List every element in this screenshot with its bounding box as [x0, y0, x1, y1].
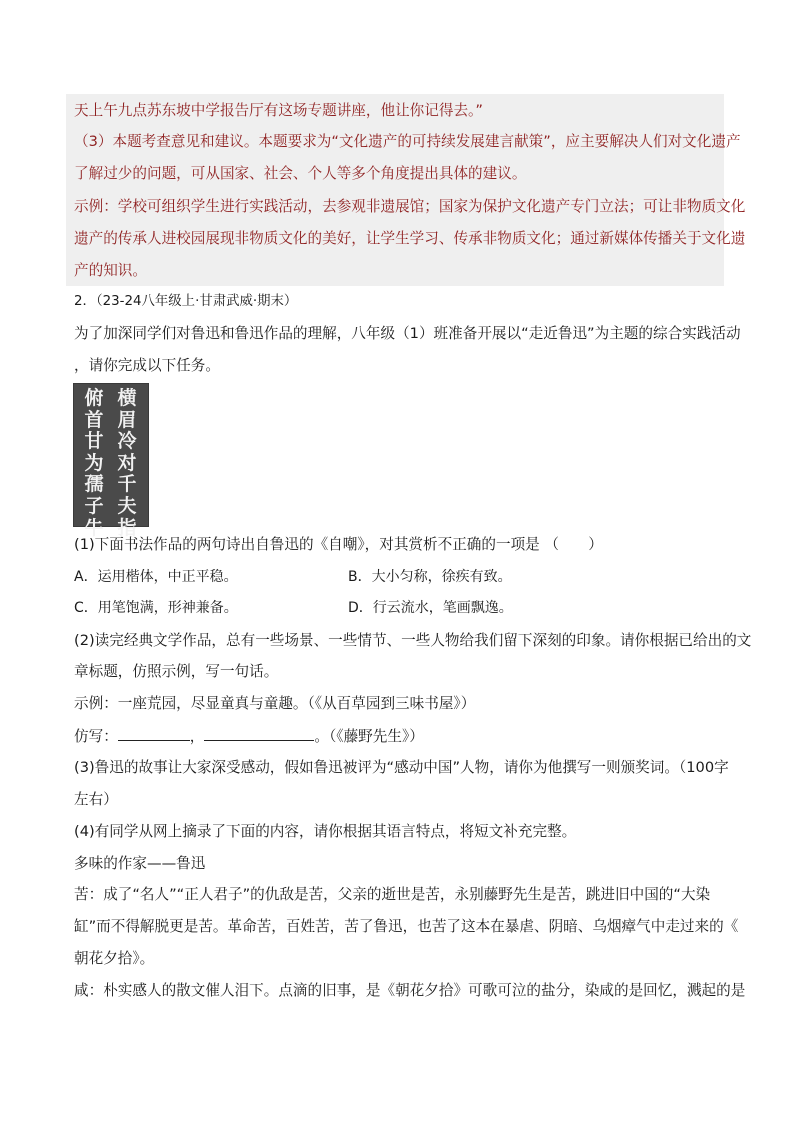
passage-line: 苦：成了“名人”“正人君子”的仇敌是苦，父亲的逝世是苦，永别藤野先生是苦，跳进旧中国的“大染: [74, 886, 711, 903]
sub-question-3-stem: (3)鲁迅的故事让大家深受感动，假如鲁迅被评为“感动中国”人物，请你为他撰写一则颁奖词。（100字: [74, 759, 729, 776]
calligraphy-right-char: 冷: [117, 430, 137, 453]
question-intro: ，请你完成以下任务。: [74, 357, 220, 374]
answer-example-line: 示例：学校可组织学生进行实践活动，去参观非遗展馆；国家为保护文化遗产专门立法；可让非物质文化: [74, 198, 746, 215]
passage-line: 咸：朴实感人的散文催人泪下。点滴的旧事，是《朝花夕拾》可歌可泣的盐分，染咸的是回忆，溅起的是: [74, 982, 746, 999]
answer-line: 了解过少的问题，可从国家、社会、个人等多个角度提出具体的建议。: [74, 165, 527, 182]
calligraphy-left-char: 为: [84, 451, 104, 474]
answer-example-line: 遗产的传承人进校园展现非物质文化的美好，让学生学习、传承非物质文化；通过新媒体传播关于文化遗: [74, 230, 746, 247]
calligraphy-right-char: 指: [117, 516, 137, 539]
sub-question-1-stem: (1)下面书法作品的两句诗出自鲁迅的《自嘲》，对其赏析不正确的一项是 （ ）: [74, 536, 603, 553]
imitate-comma: ，: [189, 728, 205, 745]
calligraphy-left-char: 甘: [84, 430, 104, 453]
question-header: 2．（23-24八年级上·甘肃武威·期末）: [74, 294, 298, 309]
sub-question-2-example: 示例：一座荒园，尽显童真与童趣。（《从百草园到三味书屋》）: [74, 695, 476, 712]
option-d[interactable]: D．行云流水，笔画飘逸。: [348, 600, 513, 616]
calligraphy-left-char: 首: [84, 408, 104, 431]
imitate-prefix: 仿写：: [74, 728, 118, 745]
answer-line: （3）本题考查意见和建议。本题要求为“文化遗产的可持续发展建言献策”，应主要解决人们对文化遗产: [74, 133, 741, 150]
sub-question-4-stem: (4)有同学从网上摘录了下面的内容，请你根据其语言特点，将短文补充完整。: [74, 823, 577, 840]
answer-line: 天上午九点苏东坡中学报告厅有这场专题讲座，他让你记得去。”: [74, 102, 483, 119]
sub-question-3-stem: 左右）: [74, 791, 118, 808]
answer-analysis-box: [66, 94, 724, 286]
calligraphy-left-column: [79, 388, 109, 539]
option-b[interactable]: B．大小匀称，徐疾有致。: [348, 569, 512, 585]
sub-question-2-stem: (2)读完经典文学作品，总有一些场景、一些情节、一些人物给我们留下深刻的印象。请你根据已给出的文: [74, 632, 752, 649]
imitate-suffix: 。（《藤野先生》）: [314, 728, 424, 745]
calligraphy-left-char: 孺: [84, 473, 104, 496]
calligraphy-left-char: 牛: [84, 516, 104, 539]
question-intro: 为了加深同学们对鲁迅和鲁迅作品的理解，八年级（1）班准备开展以“走近鲁迅”为主题的综合实践活动: [74, 325, 741, 342]
answer-blank-1[interactable]: [118, 726, 190, 741]
passage-line: 缸”而不得解脱更是苦。革命苦，百姓苦，苦了鲁迅，也苦了这本在暴虐、阴暗、乌烟瘴气中走过来的《: [74, 918, 739, 935]
answer-blank-2[interactable]: [204, 726, 314, 741]
sub-question-2-stem: 章标题，仿照示例，写一句话。: [74, 663, 279, 680]
passage-line: 朝花夕拾》。: [74, 950, 155, 967]
calligraphy-right-char: 千: [117, 473, 137, 496]
answer-example-line: 产的知识。: [74, 262, 147, 279]
calligraphy-right-char: 夫: [117, 494, 137, 517]
calligraphy-image: [73, 383, 149, 539]
passage-title: 多味的作家——鲁迅: [74, 855, 206, 872]
calligraphy-right-char: 横: [117, 387, 137, 409]
calligraphy-left-char: 子: [84, 494, 104, 517]
option-a[interactable]: A．运用楷体，中正平稳。: [74, 569, 238, 585]
calligraphy-right-char: 对: [117, 451, 137, 474]
option-c[interactable]: C．用笔饱满，形神兼备。: [74, 600, 238, 616]
calligraphy-right-column: [112, 388, 142, 539]
imitate-line: [74, 726, 424, 747]
calligraphy-left-char: 俯: [84, 387, 104, 409]
calligraphy-right-char: 眉: [117, 408, 137, 431]
